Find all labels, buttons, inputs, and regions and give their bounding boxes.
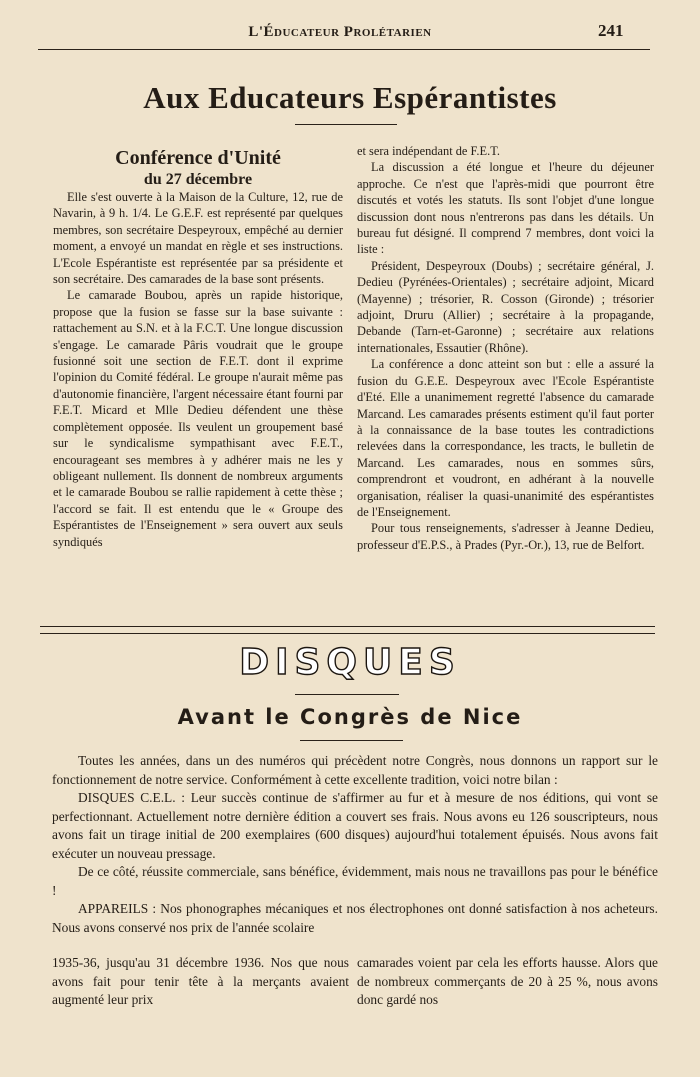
paragraph: Le camarade Boubou, après un rapide historique, propose que la fusion se fasse sur la base suivante : rattachement au S.N. et à la F.C.T. Une longue discussion s'engage. Le camarade Pâris voudrait que le groupe fusionné soit une section de F.E.T. dont il exprime l'opinion du Comité fédéral. Le groupe n'aurait même pas d'autonomie financière, l'argent nécessaire étant fourni par F.E.T. Micard et Mlle Dedieu défendent une thèse complètement opposée. Ils veulent un groupement basé sur le syndicalisme sympathisant avec F.E.T., encourageant ses membres à y adhérer mais ne les y obligeant nullement. Ils donnent de nombreux arguments et le camarade Boubou se rallie rapidement à cette thèse ; l'accord se fait. Il est entendu que le « Groupe des Espérantistes de l'Enseignement » sera ouvert aux seuls syndiqués [53,288,343,549]
running-header: L'Éducateur Prolétarien [248,24,432,40]
paragraph: 1935-36, jusqu'au 31 décembre 1936. Nos que nous avons fait pour tenir tête à la merçants avaient augmenté leur prix [52,955,349,1007]
section-title-underline [295,694,399,695]
header-rule [38,49,650,50]
page-number: 241 [598,21,624,40]
article-subtitle: Conférence d'Unité [115,147,281,169]
section-left-column [52,954,349,1010]
article-title: Aux Educateurs Espérantistes [143,80,557,115]
section-right-column [357,954,658,1010]
section-body [52,752,658,937]
paragraph: Toutes les années, dans un des numéros qui précèdent notre Congrès, nous donnons un rapport sur le fonctionnement de notre service. Conformément à cette excellente tradition, voici notre bilan : [52,753,658,787]
paragraph: Président, Despeyroux (Doubs) ; secrétaire général, J. Dedieu (Pyrénées-Orientales) ; secrétaire adjoint, Micard (Mayenne) ; trésorier, R. Cosson (Gironde) ; trésorier adjoint, Druru (Allier) ; secrétaire à la propagande, Debande (Tarn-et-Garonne) ; secrétaire aux relations internationales, Essautier (Rhône). [357,258,654,355]
section-subtitle: Avant le Congrès de Nice [177,705,523,729]
paragraph: La discussion a été longue et l'heure du déjeuner approche. Ce n'est que l'après-midi que pourront être discutés et votés les statuts. Ils sont l'objet d'une longue discussion dont nous n'entrerons pas dans les détails. Un bureau fut désigné. Il comprend 7 membres, dont voici la liste : [357,160,654,257]
paragraph: Pour tous renseignements, s'adresser à Jeanne Dedieu, professeur d'E.P.S., à Prades (Pyr.-Or.), 13, rue de Belfort. [357,521,654,552]
article-date: du 27 décembre [143,171,253,188]
section-divider [40,633,655,634]
title-underline [295,124,397,125]
article-left-column [53,147,343,550]
section-title: DISQUES [239,642,461,683]
paragraph: La conférence a donc atteint son but : elle a assuré la fusion du G.E.E. Despeyroux avec l'Ecole Espérantiste d'Eté. Elle a unanimement regretté l'absence du camarade Marcand. Les camarades présents estiment qu'il faut porter à la connaissance de la base toutes les contradictions relevées dans la correspondance, les tracts, le bulletin de Marcand. Les camarades, nous en sommes sûrs, comprendront et voudront, en adhérant à la nouvelle organisation, réaliser la quasi-unanimité des espérantistes de l'Enseignement. [357,357,654,519]
paragraph: et sera indépendant de F.E.T. [357,144,500,158]
article-right-column [357,143,654,553]
paragraph: De ce côté, réussite commerciale, sans bénéfice, évidemment, mais nous ne travaillons pas pour le bénéfice ! [52,864,658,898]
paragraph: Elle s'est ouverte à la Maison de la Culture, 12, rue de Navarin, à 9 h. 1/4. Le G.E.F. est représenté par quelques membres, son secrétaire Despeyroux, empêché au dernier moment, a envoyé un mandat en règle et ses instructions. L'Ecole Espérantiste est représentée par sa présidente et son secrétaire. Des camarades de la base sont présents. [53,190,343,287]
section-subtitle-underline [300,740,403,741]
paragraph: DISQUES C.E.L. : Leur succès continue de s'affirmer au fur et à mesure de nos éditions, qui vont se perfectionnant. Actuellement notre dernière édition a couvert ses frais. Nous avons eu 126 souscripteurs, nous avons fait un tirage initial de 200 exemplaires (600 disques) aujourd'hui totalement épuisés. Nous avons fait exécuter un nouveau pressage. [52,790,658,861]
paragraph: camarades voient par cela les efforts hausse. Alors que de nombreux commerçants de 20 à 25 %, nous avons donc gardé nos [357,955,658,1007]
section-divider [40,626,655,627]
paragraph: APPAREILS : Nos phonographes mécaniques et nos électrophones ont donné satisfaction à nos acheteurs. Nous avons conservé nos prix de l'année scolaire [52,901,658,935]
